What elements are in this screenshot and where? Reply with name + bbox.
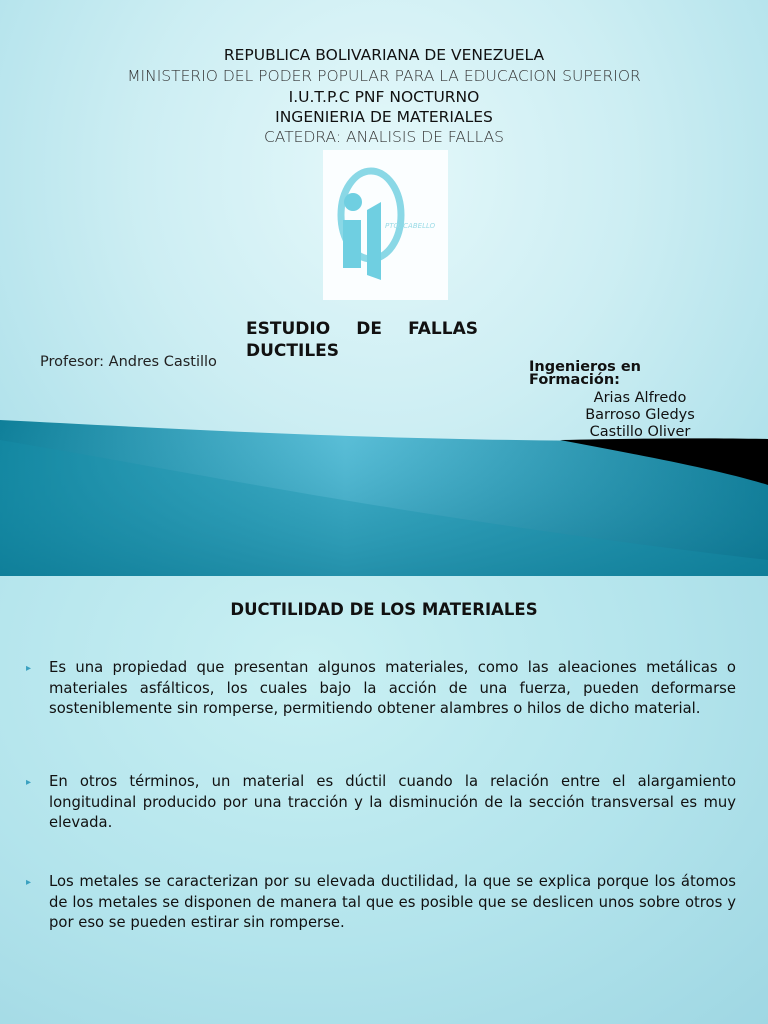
iutpc-logo-icon	[323, 150, 448, 300]
bullet-text: Los metales se caracterizan por su elevada ductilidad, la que se explica porque los átomos de los metales se disponen de manera tal que es posible que se deslicen unos sobre otros y por eso se pueden estirar sin romperse.	[49, 873, 736, 931]
presentation-title	[246, 318, 478, 362]
bullet-text: En otros términos, un material es dúctil cuando la relación entre el alargamiento longitudinal producido por una tracción y la disminución de la sección transversal es muy elevada.	[49, 773, 736, 831]
team-member: Barroso Gledys	[585, 407, 695, 423]
bullet-text: Es una propiedad que presentan algunos materiales, como las aleaciones metálicas o materiales asfálticos, los cuales bajo la acción de una fuerza, pueden deformarse sosteniblemente sin romperse, permitiendo obtener alambres o hilos de dicho material.	[49, 659, 736, 717]
header-line-institute: I.U.T.P.C PNF NOCTURNO	[288, 88, 480, 106]
header-line-program: INGENIERIA DE MATERIALES	[275, 108, 493, 126]
title-line-1: ESTUDIO DE FALLAS	[246, 319, 478, 339]
professor-name: Profesor: Andres Castillo	[40, 354, 217, 370]
bullet-item	[26, 772, 736, 834]
team-member: Castillo Oliver	[589, 424, 691, 440]
slide-ductility	[0, 576, 768, 1024]
slide-title: DUCTILIDAD DE LOS MATERIALES	[230, 600, 538, 619]
triangle-bullet-icon: ▸	[26, 877, 32, 888]
team-heading: Ingenieros en Formación:	[529, 359, 642, 388]
header-line-ministry: MINISTERIO DEL PODER POPULAR PARA LA EDUCACION SUPERIOR	[127, 67, 641, 85]
team-member: Arias Alfredo	[593, 390, 687, 406]
header-line-course: CATEDRA: ANALISIS DE FALLAS	[263, 128, 505, 146]
bullet-item	[26, 872, 736, 934]
triangle-bullet-icon: ▸	[26, 777, 32, 788]
title-line-2: DUCTILES	[246, 341, 340, 361]
triangle-bullet-icon: ▸	[26, 663, 32, 674]
bullet-item	[26, 658, 736, 720]
header-line-republic: REPUBLICA BOLIVARIANA DE VENEZUELA	[223, 46, 545, 64]
logo-text: PTO. CABELLO	[385, 222, 436, 230]
team-list	[560, 390, 720, 441]
